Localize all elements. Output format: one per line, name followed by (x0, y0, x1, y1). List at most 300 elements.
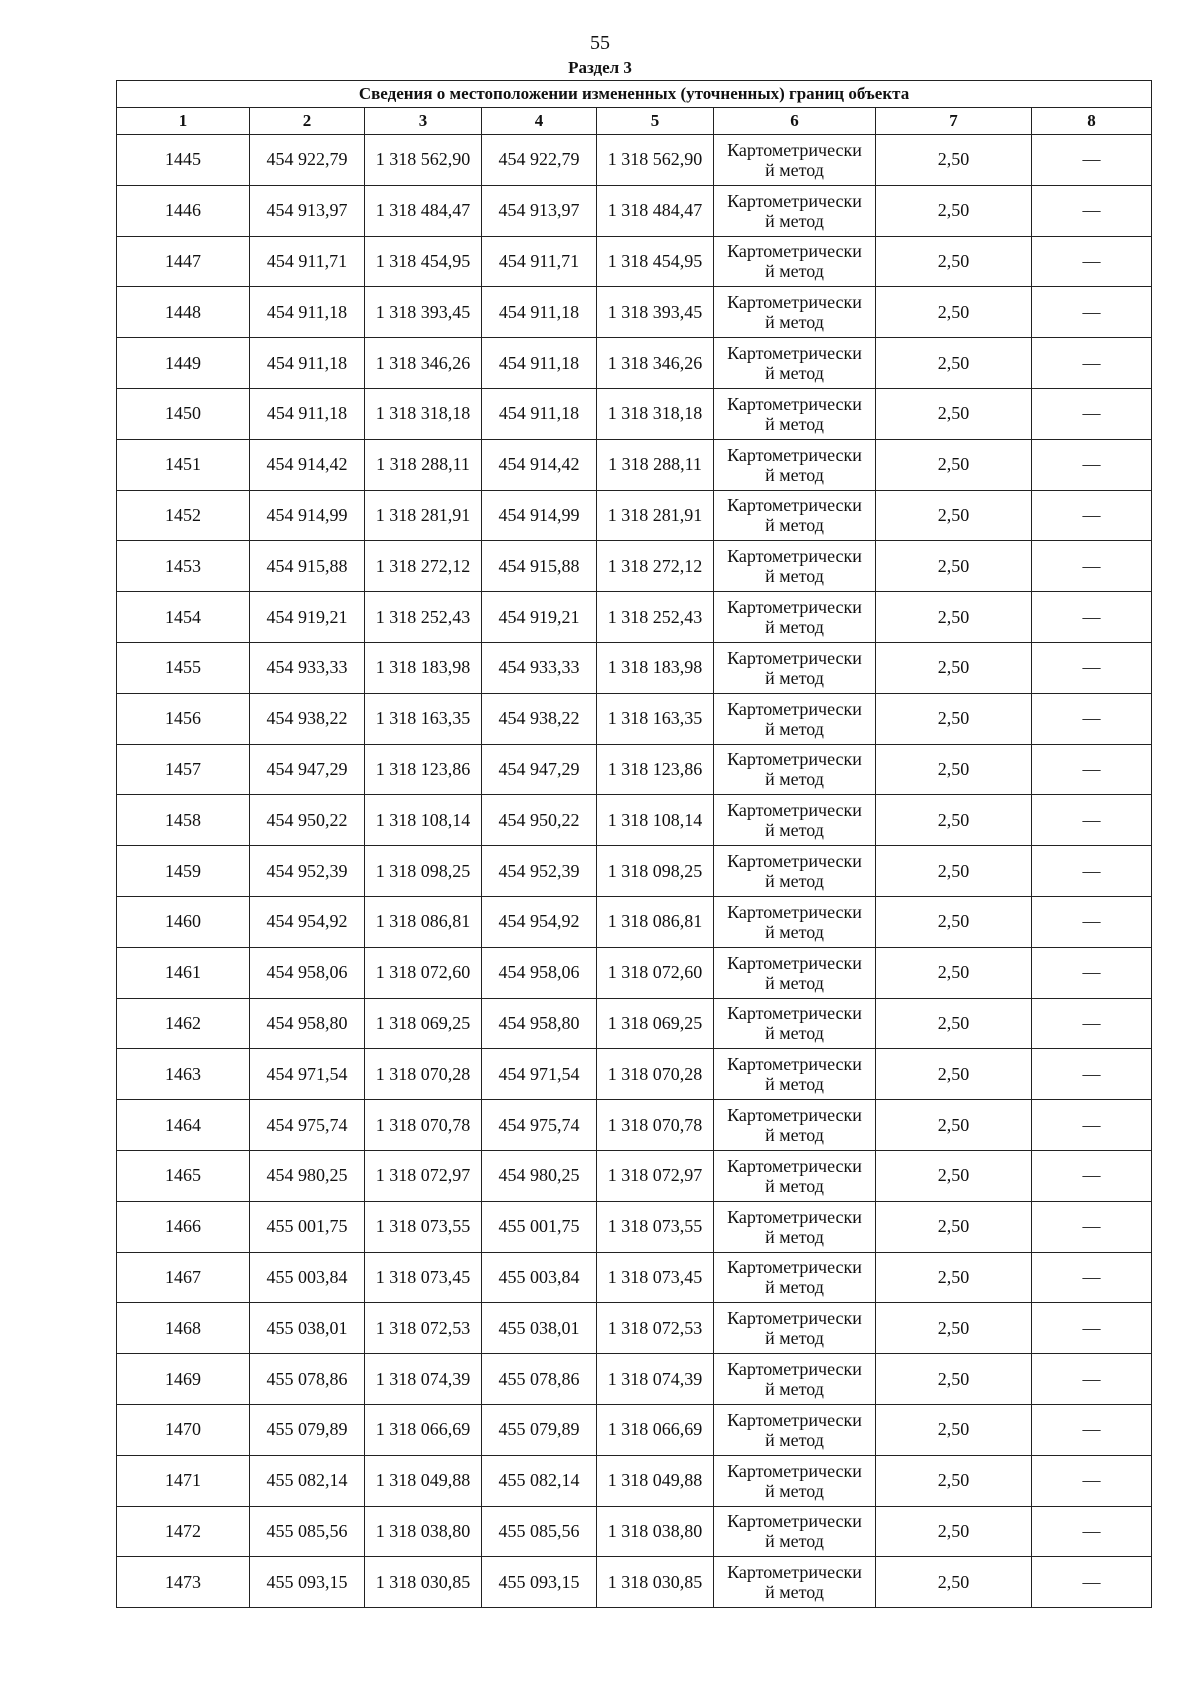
y-new-cell: 1 318 073,45 (597, 1252, 714, 1303)
table-row (117, 1201, 1152, 1252)
method-cell (714, 185, 876, 236)
point-number-cell: 1465 (117, 1150, 250, 1201)
x-existing-cell: 455 085,56 (250, 1506, 365, 1557)
table-row (117, 947, 1152, 998)
point-number-cell: 1458 (117, 795, 250, 846)
method-line: Картометрически (727, 292, 862, 313)
description-cell: — (1032, 1150, 1152, 1201)
method-line: й метод (765, 1226, 824, 1247)
table-row (117, 135, 1152, 186)
method-line: й метод (765, 1175, 824, 1196)
method-line: й метод (765, 667, 824, 688)
x-new-cell: 454 971,54 (482, 1049, 597, 1100)
column-number: 6 (714, 108, 876, 135)
method-cell (714, 642, 876, 693)
column-numbers-row (117, 108, 1152, 135)
x-existing-cell: 454 919,21 (250, 592, 365, 643)
method-cell (714, 287, 876, 338)
y-new-cell: 1 318 393,45 (597, 287, 714, 338)
x-new-cell: 454 954,92 (482, 896, 597, 947)
accuracy-cell: 2,50 (876, 185, 1032, 236)
table-row (117, 592, 1152, 643)
x-existing-cell: 455 082,14 (250, 1455, 365, 1506)
accuracy-cell: 2,50 (876, 744, 1032, 795)
y-new-cell: 1 318 098,25 (597, 846, 714, 897)
method-cell (714, 338, 876, 389)
y-existing-cell: 1 318 098,25 (365, 846, 482, 897)
description-cell: — (1032, 846, 1152, 897)
x-existing-cell: 454 914,99 (250, 490, 365, 541)
method-line: Картометрически (727, 546, 862, 567)
y-new-cell: 1 318 288,11 (597, 439, 714, 490)
accuracy-cell: 2,50 (876, 998, 1032, 1049)
method-line: й метод (765, 1429, 824, 1450)
y-new-cell: 1 318 072,97 (597, 1150, 714, 1201)
point-number-cell: 1456 (117, 693, 250, 744)
table-row (117, 846, 1152, 897)
method-line: Картометрически (727, 952, 862, 973)
description-cell: — (1032, 998, 1152, 1049)
y-existing-cell: 1 318 038,80 (365, 1506, 482, 1557)
column-number: 2 (250, 108, 365, 135)
point-number-cell: 1461 (117, 947, 250, 998)
table-row (117, 541, 1152, 592)
x-existing-cell: 454 913,97 (250, 185, 365, 236)
description-cell: — (1032, 388, 1152, 439)
table-row (117, 1404, 1152, 1455)
accuracy-cell: 2,50 (876, 135, 1032, 186)
y-existing-cell: 1 318 069,25 (365, 998, 482, 1049)
accuracy-cell: 2,50 (876, 1150, 1032, 1201)
method-line: Картометрически (727, 1003, 862, 1024)
method-line: й метод (765, 1277, 824, 1298)
x-existing-cell: 454 950,22 (250, 795, 365, 846)
accuracy-cell: 2,50 (876, 1201, 1032, 1252)
table-row (117, 1100, 1152, 1151)
method-cell (714, 388, 876, 439)
point-number-cell: 1470 (117, 1404, 250, 1455)
point-number-cell: 1473 (117, 1557, 250, 1608)
x-new-cell: 454 958,80 (482, 998, 597, 1049)
description-cell: — (1032, 1506, 1152, 1557)
description-cell: — (1032, 1201, 1152, 1252)
method-cell (714, 693, 876, 744)
y-existing-cell: 1 318 562,90 (365, 135, 482, 186)
table-caption: Сведения о местоположении измененных (уточненных) границ объекта (117, 81, 1152, 108)
x-new-cell: 454 919,21 (482, 592, 597, 643)
accuracy-cell: 2,50 (876, 846, 1032, 897)
table-row (117, 744, 1152, 795)
x-existing-cell: 454 938,22 (250, 693, 365, 744)
y-existing-cell: 1 318 072,53 (365, 1303, 482, 1354)
x-new-cell: 454 922,79 (482, 135, 597, 186)
method-line: Картометрически (727, 1409, 862, 1430)
y-existing-cell: 1 318 454,95 (365, 236, 482, 287)
y-existing-cell: 1 318 086,81 (365, 896, 482, 947)
x-existing-cell: 455 001,75 (250, 1201, 365, 1252)
point-number-cell: 1452 (117, 490, 250, 541)
method-cell (714, 439, 876, 490)
method-line: Картометрически (727, 190, 862, 211)
description-cell: — (1032, 1049, 1152, 1100)
y-existing-cell: 1 318 070,28 (365, 1049, 482, 1100)
x-new-cell: 455 093,15 (482, 1557, 597, 1608)
method-line: Картометрически (727, 343, 862, 364)
description-cell: — (1032, 896, 1152, 947)
method-line: й метод (765, 312, 824, 333)
x-existing-cell: 454 911,18 (250, 287, 365, 338)
y-new-cell: 1 318 030,85 (597, 1557, 714, 1608)
method-line: Картометрически (727, 444, 862, 465)
method-cell (714, 744, 876, 795)
method-line: й метод (765, 1582, 824, 1603)
accuracy-cell: 2,50 (876, 439, 1032, 490)
method-cell (714, 490, 876, 541)
y-new-cell: 1 318 562,90 (597, 135, 714, 186)
x-existing-cell: 454 911,18 (250, 388, 365, 439)
column-number: 5 (597, 108, 714, 135)
accuracy-cell: 2,50 (876, 1455, 1032, 1506)
x-new-cell: 454 947,29 (482, 744, 597, 795)
method-line: Картометрически (727, 1308, 862, 1329)
method-line: й метод (765, 210, 824, 231)
accuracy-cell: 2,50 (876, 896, 1032, 947)
accuracy-cell: 2,50 (876, 287, 1032, 338)
x-new-cell: 455 085,56 (482, 1506, 597, 1557)
accuracy-cell: 2,50 (876, 236, 1032, 287)
y-existing-cell: 1 318 252,43 (365, 592, 482, 643)
table-row (117, 439, 1152, 490)
y-new-cell: 1 318 163,35 (597, 693, 714, 744)
accuracy-cell: 2,50 (876, 1557, 1032, 1608)
accuracy-cell: 2,50 (876, 490, 1032, 541)
y-new-cell: 1 318 074,39 (597, 1354, 714, 1405)
y-existing-cell: 1 318 030,85 (365, 1557, 482, 1608)
point-number-cell: 1471 (117, 1455, 250, 1506)
y-new-cell: 1 318 066,69 (597, 1404, 714, 1455)
y-existing-cell: 1 318 073,55 (365, 1201, 482, 1252)
accuracy-cell: 2,50 (876, 1506, 1032, 1557)
method-line: й метод (765, 972, 824, 993)
x-new-cell: 454 911,18 (482, 287, 597, 338)
point-number-cell: 1466 (117, 1201, 250, 1252)
table-body (117, 135, 1152, 1608)
point-number-cell: 1455 (117, 642, 250, 693)
x-existing-cell: 454 952,39 (250, 846, 365, 897)
x-existing-cell: 454 954,92 (250, 896, 365, 947)
method-line: й метод (765, 1531, 824, 1552)
x-existing-cell: 454 971,54 (250, 1049, 365, 1100)
column-number: 4 (482, 108, 597, 135)
description-cell: — (1032, 592, 1152, 643)
x-new-cell: 455 079,89 (482, 1404, 597, 1455)
description-cell: — (1032, 541, 1152, 592)
method-line: й метод (765, 617, 824, 638)
method-cell (714, 1354, 876, 1405)
method-line: Картометрически (727, 1359, 862, 1380)
method-line: й метод (765, 1074, 824, 1095)
method-line: Картометрически (727, 495, 862, 516)
description-cell: — (1032, 338, 1152, 389)
method-cell (714, 1404, 876, 1455)
accuracy-cell: 2,50 (876, 1049, 1032, 1100)
section-title: Раздел 3 (568, 58, 632, 77)
column-number: 3 (365, 108, 482, 135)
y-new-cell: 1 318 123,86 (597, 744, 714, 795)
description-cell: — (1032, 642, 1152, 693)
y-existing-cell: 1 318 288,11 (365, 439, 482, 490)
method-line: Картометрически (727, 1562, 862, 1583)
accuracy-cell: 2,50 (876, 693, 1032, 744)
table-row (117, 998, 1152, 1049)
method-line: Картометрически (727, 901, 862, 922)
y-new-cell: 1 318 072,53 (597, 1303, 714, 1354)
description-cell: — (1032, 1100, 1152, 1151)
y-existing-cell: 1 318 073,45 (365, 1252, 482, 1303)
description-cell: — (1032, 1557, 1152, 1608)
y-existing-cell: 1 318 074,39 (365, 1354, 482, 1405)
method-cell (714, 1150, 876, 1201)
x-new-cell: 454 913,97 (482, 185, 597, 236)
x-existing-cell: 454 933,33 (250, 642, 365, 693)
method-line: Картометрически (727, 1460, 862, 1481)
x-existing-cell: 455 078,86 (250, 1354, 365, 1405)
x-new-cell: 454 914,42 (482, 439, 597, 490)
description-cell: — (1032, 693, 1152, 744)
method-line: Картометрически (727, 597, 862, 618)
table-row (117, 388, 1152, 439)
accuracy-cell: 2,50 (876, 947, 1032, 998)
point-number-cell: 1462 (117, 998, 250, 1049)
x-new-cell: 454 911,18 (482, 388, 597, 439)
x-existing-cell: 454 958,80 (250, 998, 365, 1049)
accuracy-cell: 2,50 (876, 1100, 1032, 1151)
table-row (117, 1150, 1152, 1201)
point-number-cell: 1453 (117, 541, 250, 592)
accuracy-cell: 2,50 (876, 541, 1032, 592)
y-new-cell: 1 318 281,91 (597, 490, 714, 541)
point-number-cell: 1448 (117, 287, 250, 338)
table-row (117, 490, 1152, 541)
point-number-cell: 1464 (117, 1100, 250, 1151)
table-row (117, 1455, 1152, 1506)
column-number: 7 (876, 108, 1032, 135)
x-existing-cell: 454 915,88 (250, 541, 365, 592)
method-line: й метод (765, 871, 824, 892)
accuracy-cell: 2,50 (876, 1404, 1032, 1455)
accuracy-cell: 2,50 (876, 642, 1032, 693)
y-existing-cell: 1 318 066,69 (365, 1404, 482, 1455)
method-cell (714, 1506, 876, 1557)
x-new-cell: 455 078,86 (482, 1354, 597, 1405)
method-line: й метод (765, 159, 824, 180)
x-new-cell: 454 938,22 (482, 693, 597, 744)
description-cell: — (1032, 1455, 1152, 1506)
y-existing-cell: 1 318 072,97 (365, 1150, 482, 1201)
coordinates-table (116, 80, 1152, 1608)
table-row (117, 236, 1152, 287)
point-number-cell: 1451 (117, 439, 250, 490)
method-line: Картометрически (727, 1511, 862, 1532)
method-cell (714, 896, 876, 947)
x-existing-cell: 454 914,42 (250, 439, 365, 490)
y-existing-cell: 1 318 318,18 (365, 388, 482, 439)
method-line: й метод (765, 1125, 824, 1146)
table-row (117, 338, 1152, 389)
method-cell (714, 1455, 876, 1506)
description-cell: — (1032, 185, 1152, 236)
x-existing-cell: 455 003,84 (250, 1252, 365, 1303)
point-number-cell: 1447 (117, 236, 250, 287)
y-new-cell: 1 318 454,95 (597, 236, 714, 287)
table-row (117, 1557, 1152, 1608)
description-cell: — (1032, 744, 1152, 795)
x-existing-cell: 454 911,71 (250, 236, 365, 287)
method-line: Картометрически (727, 800, 862, 821)
method-line: й метод (765, 718, 824, 739)
description-cell: — (1032, 287, 1152, 338)
table-row (117, 795, 1152, 846)
method-cell (714, 1303, 876, 1354)
point-number-cell: 1446 (117, 185, 250, 236)
point-number-cell: 1472 (117, 1506, 250, 1557)
table-row (117, 896, 1152, 947)
method-cell (714, 236, 876, 287)
method-line: Картометрически (727, 1105, 862, 1126)
accuracy-cell: 2,50 (876, 388, 1032, 439)
method-line: й метод (765, 363, 824, 384)
table-row (117, 1252, 1152, 1303)
table-row (117, 287, 1152, 338)
table-row (117, 1506, 1152, 1557)
table-caption-row (117, 81, 1152, 108)
method-line: Картометрически (727, 1054, 862, 1075)
accuracy-cell: 2,50 (876, 1354, 1032, 1405)
method-cell (714, 846, 876, 897)
y-existing-cell: 1 318 163,35 (365, 693, 482, 744)
point-number-cell: 1445 (117, 135, 250, 186)
method-line: Картометрически (727, 851, 862, 872)
x-existing-cell: 454 980,25 (250, 1150, 365, 1201)
x-new-cell: 455 003,84 (482, 1252, 597, 1303)
x-new-cell: 454 911,71 (482, 236, 597, 287)
method-line: Картометрически (727, 749, 862, 770)
point-number-cell: 1459 (117, 846, 250, 897)
column-number: 8 (1032, 108, 1152, 135)
x-existing-cell: 455 038,01 (250, 1303, 365, 1354)
accuracy-cell: 2,50 (876, 1252, 1032, 1303)
table-row (117, 693, 1152, 744)
method-line: й метод (765, 261, 824, 282)
method-cell (714, 1049, 876, 1100)
method-cell (714, 1201, 876, 1252)
method-cell (714, 947, 876, 998)
column-number: 1 (117, 108, 250, 135)
method-line: Картометрически (727, 1206, 862, 1227)
method-line: й метод (765, 515, 824, 536)
description-cell: — (1032, 795, 1152, 846)
method-line: й метод (765, 820, 824, 841)
x-existing-cell: 455 093,15 (250, 1557, 365, 1608)
x-new-cell: 454 914,99 (482, 490, 597, 541)
y-existing-cell: 1 318 484,47 (365, 185, 482, 236)
method-line: Картометрически (727, 241, 862, 262)
y-new-cell: 1 318 318,18 (597, 388, 714, 439)
x-new-cell: 454 975,74 (482, 1100, 597, 1151)
x-new-cell: 454 980,25 (482, 1150, 597, 1201)
y-existing-cell: 1 318 281,91 (365, 490, 482, 541)
method-cell (714, 795, 876, 846)
accuracy-cell: 2,50 (876, 795, 1032, 846)
page-number: 55 (590, 32, 610, 54)
y-new-cell: 1 318 272,12 (597, 541, 714, 592)
method-line: й метод (765, 413, 824, 434)
y-existing-cell: 1 318 049,88 (365, 1455, 482, 1506)
y-existing-cell: 1 318 070,78 (365, 1100, 482, 1151)
description-cell: — (1032, 1354, 1152, 1405)
x-existing-cell: 454 922,79 (250, 135, 365, 186)
table-row (117, 1303, 1152, 1354)
y-existing-cell: 1 318 346,26 (365, 338, 482, 389)
method-line: й метод (765, 1379, 824, 1400)
x-existing-cell: 454 947,29 (250, 744, 365, 795)
x-existing-cell: 454 911,18 (250, 338, 365, 389)
point-number-cell: 1454 (117, 592, 250, 643)
table-row (117, 185, 1152, 236)
y-new-cell: 1 318 073,55 (597, 1201, 714, 1252)
method-cell (714, 135, 876, 186)
table-row (117, 1354, 1152, 1405)
x-new-cell: 454 958,06 (482, 947, 597, 998)
method-line: Картометрически (727, 139, 862, 160)
description-cell: — (1032, 947, 1152, 998)
method-line: й метод (765, 1023, 824, 1044)
x-new-cell: 454 933,33 (482, 642, 597, 693)
y-existing-cell: 1 318 183,98 (365, 642, 482, 693)
description-cell: — (1032, 135, 1152, 186)
method-cell (714, 1252, 876, 1303)
accuracy-cell: 2,50 (876, 592, 1032, 643)
method-line: й метод (765, 1328, 824, 1349)
y-existing-cell: 1 318 108,14 (365, 795, 482, 846)
x-new-cell: 455 001,75 (482, 1201, 597, 1252)
point-number-cell: 1463 (117, 1049, 250, 1100)
method-line: й метод (765, 566, 824, 587)
y-existing-cell: 1 318 272,12 (365, 541, 482, 592)
x-new-cell: 454 952,39 (482, 846, 597, 897)
method-cell (714, 1100, 876, 1151)
y-new-cell: 1 318 070,78 (597, 1100, 714, 1151)
y-new-cell: 1 318 072,60 (597, 947, 714, 998)
y-new-cell: 1 318 070,28 (597, 1049, 714, 1100)
method-line: й метод (765, 769, 824, 790)
point-number-cell: 1450 (117, 388, 250, 439)
method-line: й метод (765, 1480, 824, 1501)
y-existing-cell: 1 318 072,60 (365, 947, 482, 998)
method-line: Картометрически (727, 647, 862, 668)
method-cell (714, 1557, 876, 1608)
y-new-cell: 1 318 086,81 (597, 896, 714, 947)
method-line: Картометрически (727, 393, 862, 414)
description-cell: — (1032, 1404, 1152, 1455)
y-new-cell: 1 318 252,43 (597, 592, 714, 643)
x-new-cell: 455 082,14 (482, 1455, 597, 1506)
table-row (117, 1049, 1152, 1100)
y-new-cell: 1 318 346,26 (597, 338, 714, 389)
method-cell (714, 998, 876, 1049)
x-new-cell: 454 950,22 (482, 795, 597, 846)
y-new-cell: 1 318 069,25 (597, 998, 714, 1049)
